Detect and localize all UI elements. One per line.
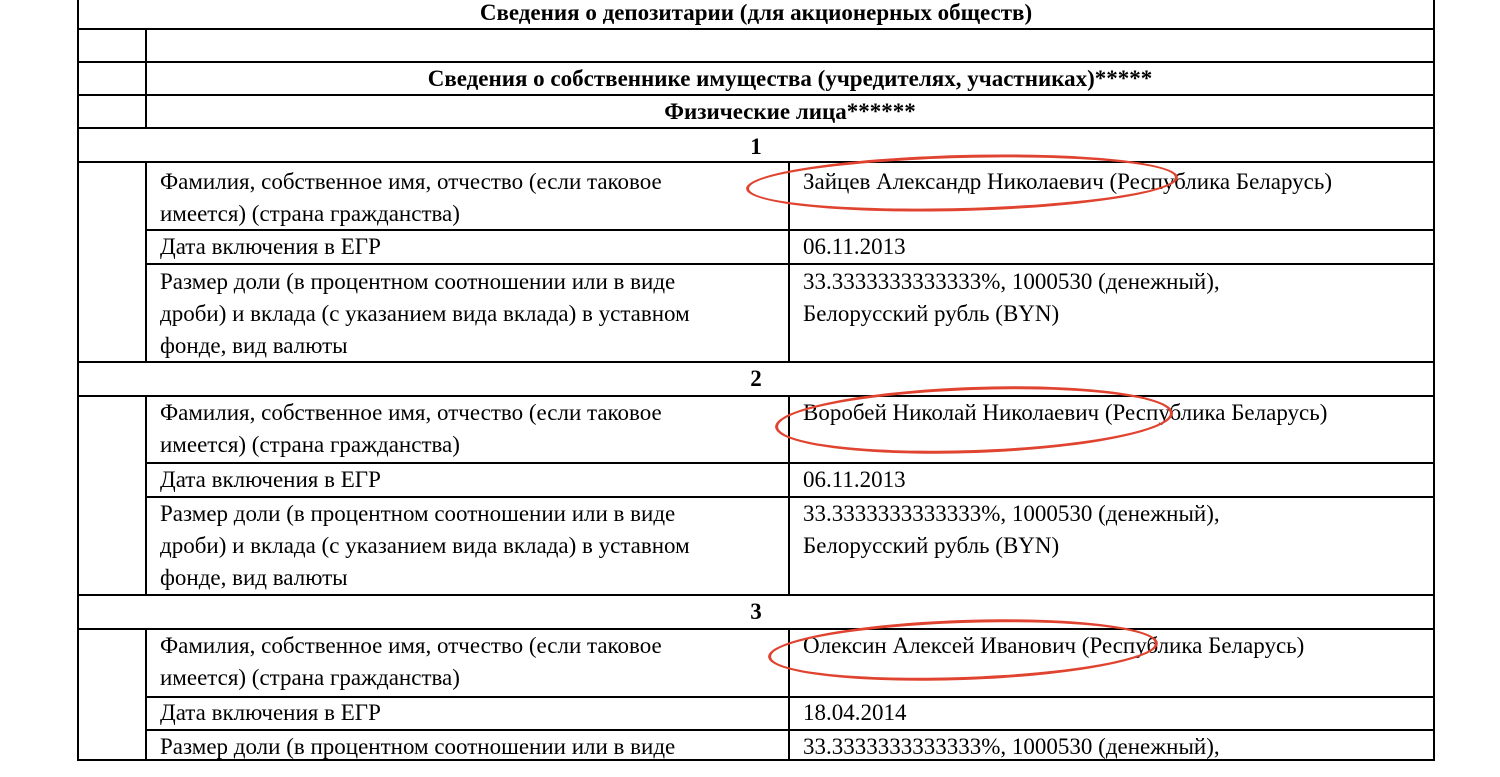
table-rule: [145, 628, 147, 761]
name-label: Фамилия, собственное имя, отчество (если таковое: [160, 169, 662, 194]
name-label: имеется) (страна гражданства): [160, 432, 460, 457]
inclusion-date: 18.04.2014: [803, 700, 907, 725]
depositary-heading: Сведения о депозитарии (для акционерных обществ): [479, 0, 1033, 25]
share-value: 33.3333333333333%, 1000530 (денежный),: [803, 734, 1220, 759]
name-label: Фамилия, собственное имя, отчество (если таковое: [160, 400, 662, 425]
share-label: Размер доли (в процентном соотношении или в виде: [160, 269, 676, 294]
share-value: Белорусский рубль (BYN): [803, 533, 1060, 558]
date-label: Дата включения в ЕГР: [160, 234, 381, 259]
share-label: Размер доли (в процентном соотношении или в виде: [160, 501, 676, 526]
owner-name: Воробей Николай Николаевич (Республика Беларусь): [803, 400, 1328, 425]
name-label: имеется) (страна гражданства): [160, 201, 460, 226]
share-value: Белорусский рубль (BYN): [803, 301, 1060, 326]
owner-name: Зайцев Александр Николаевич (Республика Беларусь): [803, 169, 1333, 194]
share-label: фонде, вид валюты: [160, 333, 348, 358]
share-label: Размер доли (в процентном соотношении или в виде: [160, 734, 676, 759]
date-label: Дата включения в ЕГР: [160, 467, 381, 492]
inclusion-date: 06.11.2013: [803, 467, 906, 492]
inclusion-date: 06.11.2013: [803, 234, 906, 259]
table-rule: [145, 395, 147, 596]
share-label: дроби) и вклада (с указанием вида вклада) в уставном: [160, 301, 690, 326]
name-label: имеется) (страна гражданства): [160, 665, 460, 690]
table-rule: [145, 161, 147, 363]
share-value: 33.3333333333333%, 1000530 (денежный),: [803, 501, 1220, 526]
owner-number: 3: [750, 599, 762, 624]
share-label: фонде, вид валюты: [160, 565, 348, 590]
share-value: 33.3333333333333%, 1000530 (денежный),: [803, 269, 1220, 294]
individuals-heading: Физические лица******: [664, 99, 916, 124]
owner-name: Олексин Алексей Иванович (Республика Беларусь): [803, 633, 1305, 658]
owner-number: 1: [750, 134, 762, 159]
owner-heading: Сведения о собственнике имущества (учредителях, участниках)*****: [427, 66, 1153, 91]
date-label: Дата включения в ЕГР: [160, 700, 381, 725]
owner-number: 2: [750, 366, 762, 391]
table-rule: [145, 263, 1435, 265]
name-label: Фамилия, собственное имя, отчество (если таковое: [160, 633, 662, 658]
share-label: дроби) и вклада (с указанием вида вклада) в уставном: [160, 533, 690, 558]
